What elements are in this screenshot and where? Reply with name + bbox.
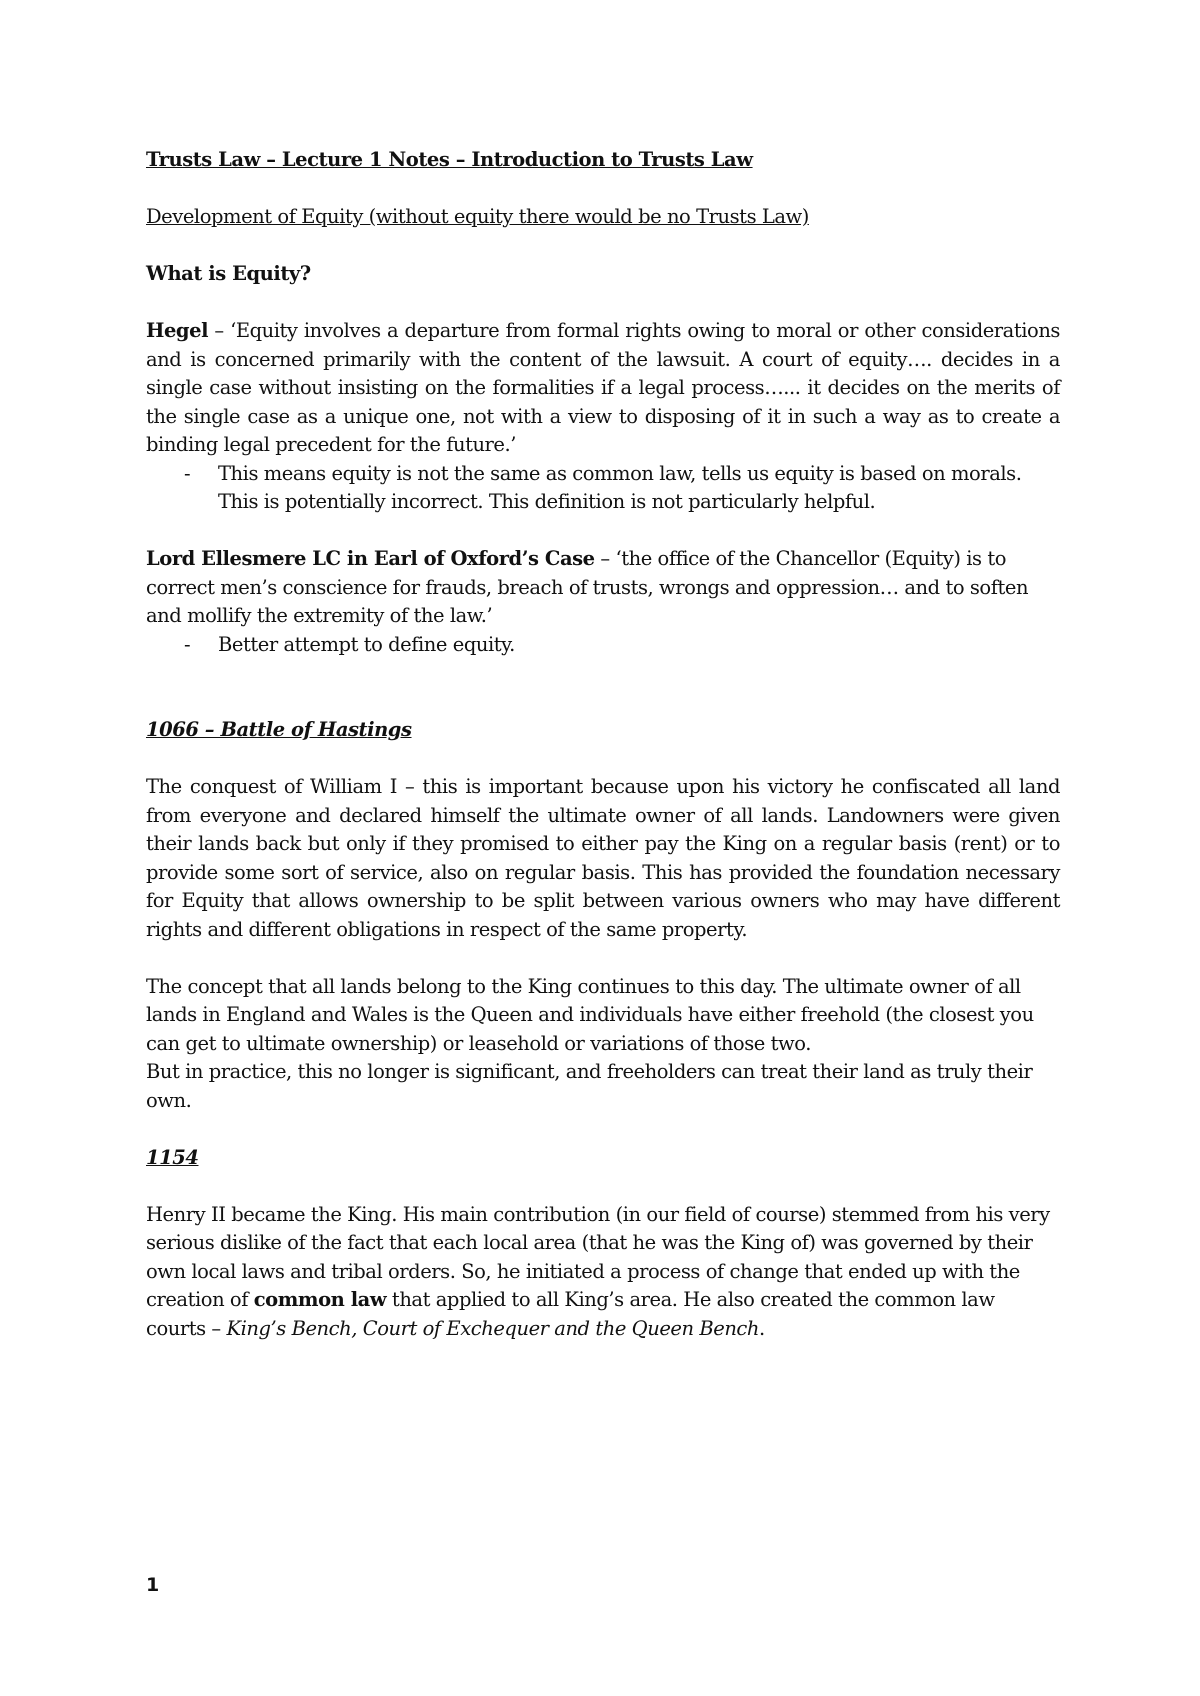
hegel-paragraph <box>146 317 1060 460</box>
section-1154-paragraph <box>146 1201 1060 1344</box>
section-1066-paragraph-2: The concept that all lands belong to the King continues to this day. The ultimate owner of all lands in England and Wales is the Queen and individuals have either freehold (the closest you can get to ultimate ownership) or leasehold or variations of those two. <box>146 974 1034 1055</box>
bullet-dash: - <box>184 632 191 656</box>
hegel-bullet-text: This means equity is not the same as common law, tells us equity is based on morals. This is potentially incorrect. This definition is not particularly helpful. <box>218 461 1022 513</box>
document-title: Trusts Law – Lecture 1 Notes – Introduction to Trusts Law <box>146 148 753 171</box>
section-1154-text-end: . <box>759 1316 765 1340</box>
ellesmere-paragraph <box>146 545 1060 631</box>
section-1154-text-mid: that applied to all King’s area. He also created the common law courts – <box>146 1288 995 1340</box>
section-1066-heading: 1066 – Battle of Hastings <box>146 718 412 741</box>
hegel-name: Hegel <box>146 319 209 342</box>
document-subtitle: Development of Equity (without equity there would be no Trusts Law) <box>146 205 809 228</box>
common-law-term: common law <box>253 1288 387 1311</box>
ellesmere-name: Lord Ellesmere LC in Earl of Oxford’s Case <box>146 547 595 570</box>
bullet-dash: - <box>184 461 191 485</box>
courts-list: King’s Bench, Court of Exchequer and the Queen Bench <box>226 1316 760 1340</box>
document-page <box>146 146 1060 1343</box>
page-number: 1 <box>146 1574 160 1596</box>
section-1066-paragraph-3: But in practice, this no longer is significant, and freeholders can treat their land as truly their own. <box>146 1060 1033 1112</box>
hegel-bullet <box>146 460 1060 517</box>
section-1066-paragraph-1: The conquest of William I – this is important because upon his victory he confiscated all land from everyone and declared himself the ultimate owner of all lands. Landowners were given their lands back but only if they promised to either pay the King on a regular basis (rent) or to provide some sort of service, also on regular basis. This has provided the foundation necessary for Equity that allows ownership to be split between various owners who may have different rights and different obligations in respect of the same property. <box>146 775 1060 941</box>
section-1154-text-start: Henry II became the King. His main contribution (in our field of course) stemmed from his very serious dislike of the fact that each local area (that he was the King of) was governed by their own local laws and tribal orders. So, he initiated a process of change that ended up with the creation of <box>146 1202 1050 1311</box>
equity-heading: What is Equity? <box>146 262 311 285</box>
section-1154-heading: 1154 <box>146 1145 199 1169</box>
hegel-quote: – ‘Equity involves a departure from formal rights owing to moral or other considerations and is concerned primarily with the content of the lawsuit. A court of equity…. decides in a single case without insisting on the formalities if a legal process…... it decides on the merits of the single case as a unique one, not with a view to disposing of it in such a way as to create a binding legal precedent for the future.’ <box>146 319 1060 456</box>
ellesmere-quote: – ‘the office of the Chancellor (Equity) is to correct men’s conscience for frauds, breach of trusts, wrongs and oppression… and to soften and mollify the extremity of the law.’ <box>146 547 1029 627</box>
ellesmere-bullet-text: Better attempt to define equity. <box>218 632 515 656</box>
ellesmere-bullet <box>146 631 1060 660</box>
